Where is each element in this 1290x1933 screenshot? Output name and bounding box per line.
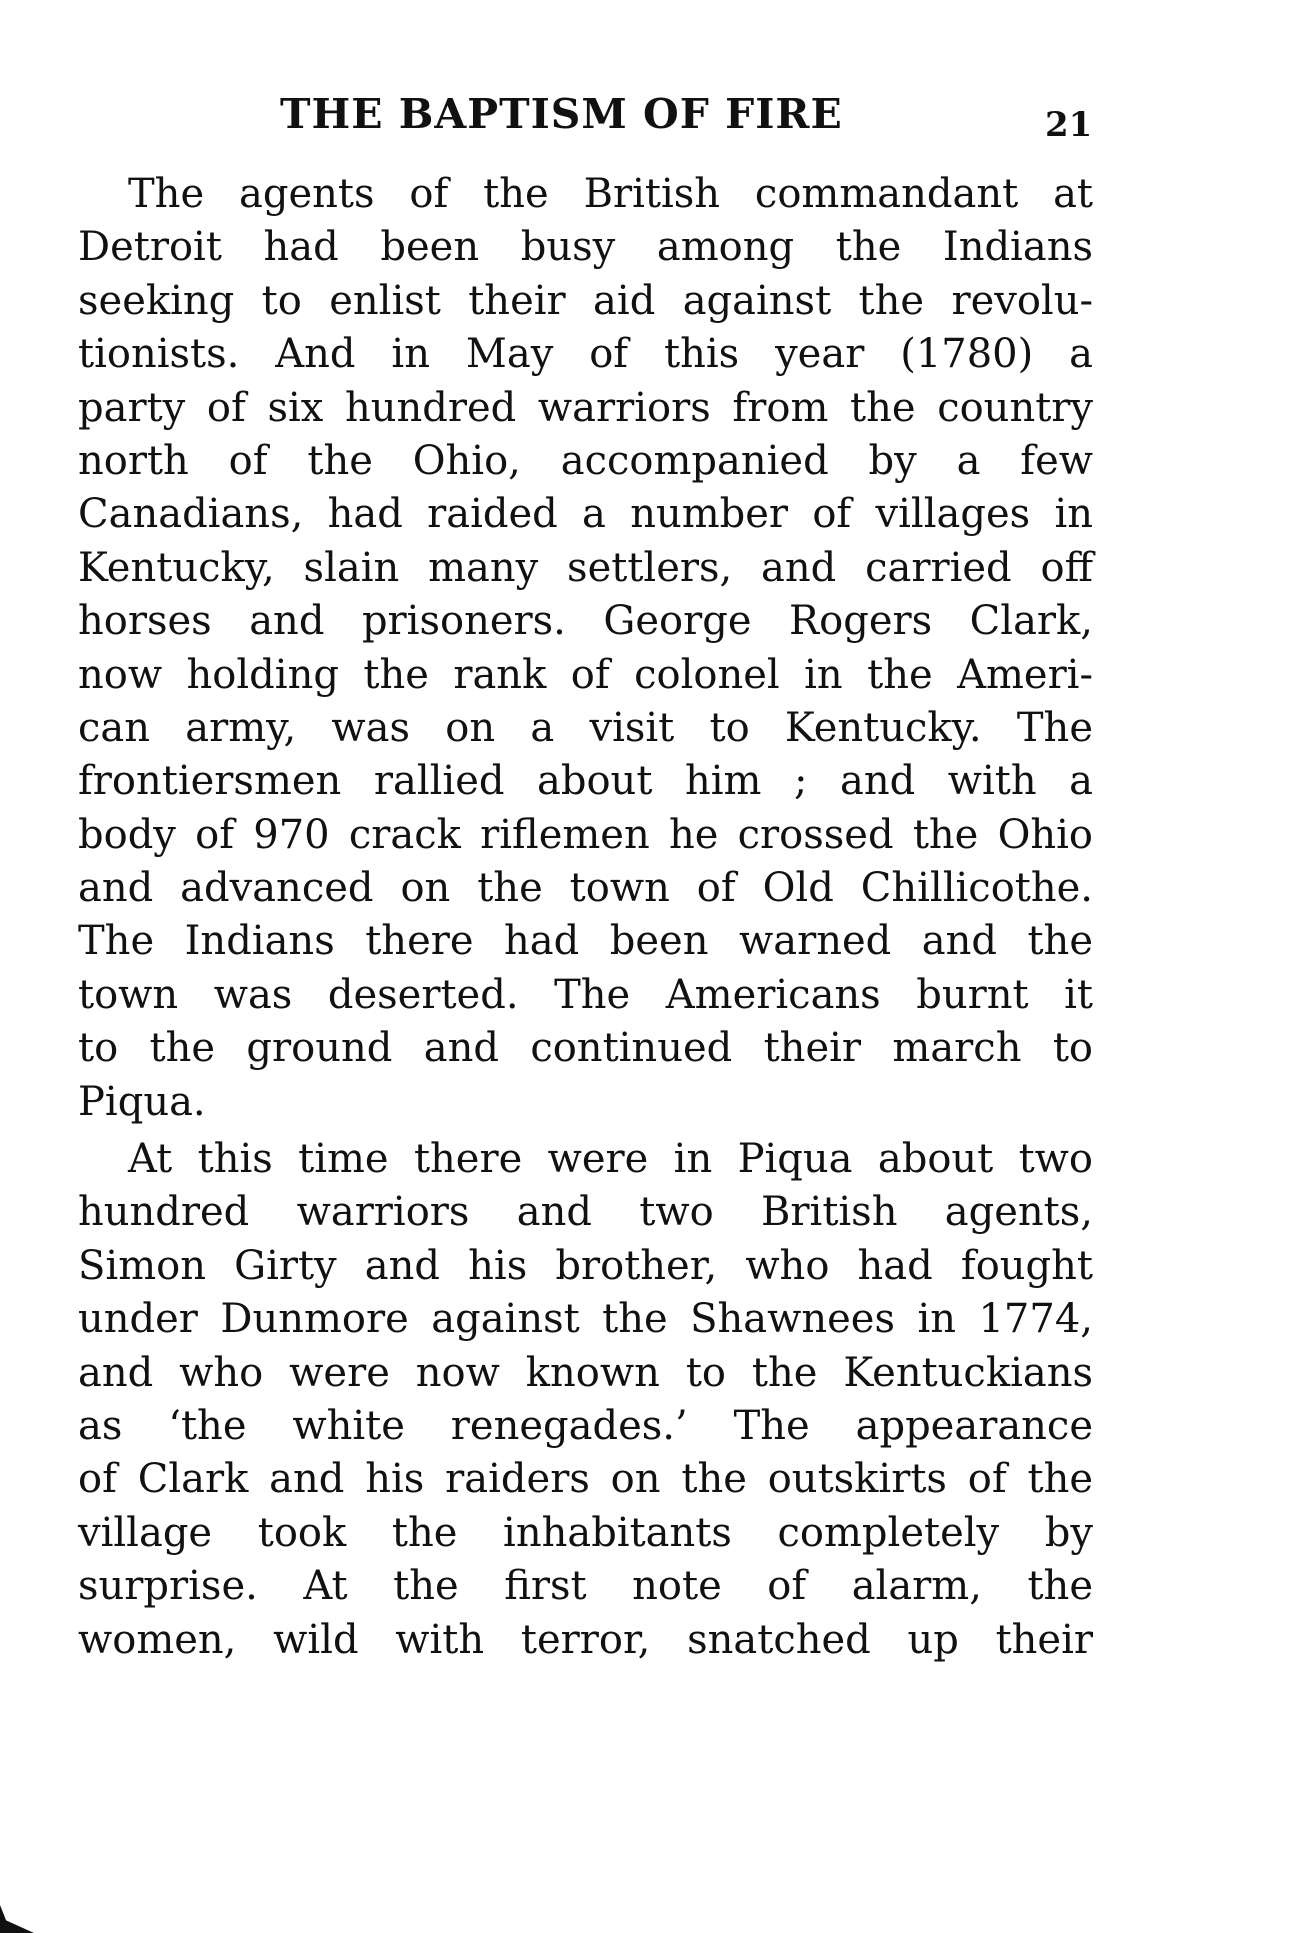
text-line: Detroit had been busy among the Indians [78,224,1093,271]
text-line: hundred warriors and two British agents, [78,1189,1093,1236]
text-line: Kentucky, slain many settlers, and carried off [78,544,1093,591]
scan-edge-mark [0,1905,34,1933]
text-line: The Indians there had been warned and the [78,918,1093,965]
body-text [78,168,1093,1667]
page-number: 21 [1045,105,1093,145]
text-line: north of the Ohio, accompanied by a few [78,437,1093,484]
text-line: At this time there were in Piqua about two [128,1136,1093,1183]
text-line: Canadians, had raided a number of villages in [78,491,1093,538]
text-line: Simon Girty and his brother, who had fought [78,1242,1093,1289]
text-line: horses and prisoners. George Rogers Clark, [78,598,1093,645]
text-line: can army, was on a visit to Kentucky. The [78,704,1093,751]
text-line: town was deserted. The Americans burnt it [78,971,1093,1018]
text-line: village took the inhabitants completely by [78,1509,1093,1556]
text-line: and advanced on the town of Old Chillicothe. [78,865,1093,912]
text-line: party of six hundred warriors from the country [78,384,1093,431]
text-line: surprise. At the first note of alarm, the [78,1563,1093,1610]
text-line: as ‘the white renegades.’ The appearance [78,1402,1093,1449]
text-line: and who were now known to the Kentuckians [78,1349,1093,1396]
text-line: now holding the rank of colonel in the Ameri- [78,651,1093,698]
text-line: women, wild with terror, snatched up their [78,1616,1093,1663]
text-line: tionists. And in May of this year (1780) a [78,331,1093,378]
text-line: to the ground and continued their march to [78,1025,1093,1072]
text-line: under Dunmore against the Shawnees in 1774, [78,1296,1093,1343]
running-head: THE BAPTISM OF FIRE [280,90,843,138]
text-line: seeking to enlist their aid against the revolu- [78,277,1093,324]
text-line: of Clark and his raiders on the outskirts of the [78,1456,1093,1503]
text-line: The agents of the British commandant at [128,171,1093,217]
text-line: frontiersmen rallied about him ; and with a [78,758,1093,805]
text-line: Piqua. [78,1078,206,1125]
text-line: body of 970 crack riflemen he crossed the Ohio [78,811,1093,858]
